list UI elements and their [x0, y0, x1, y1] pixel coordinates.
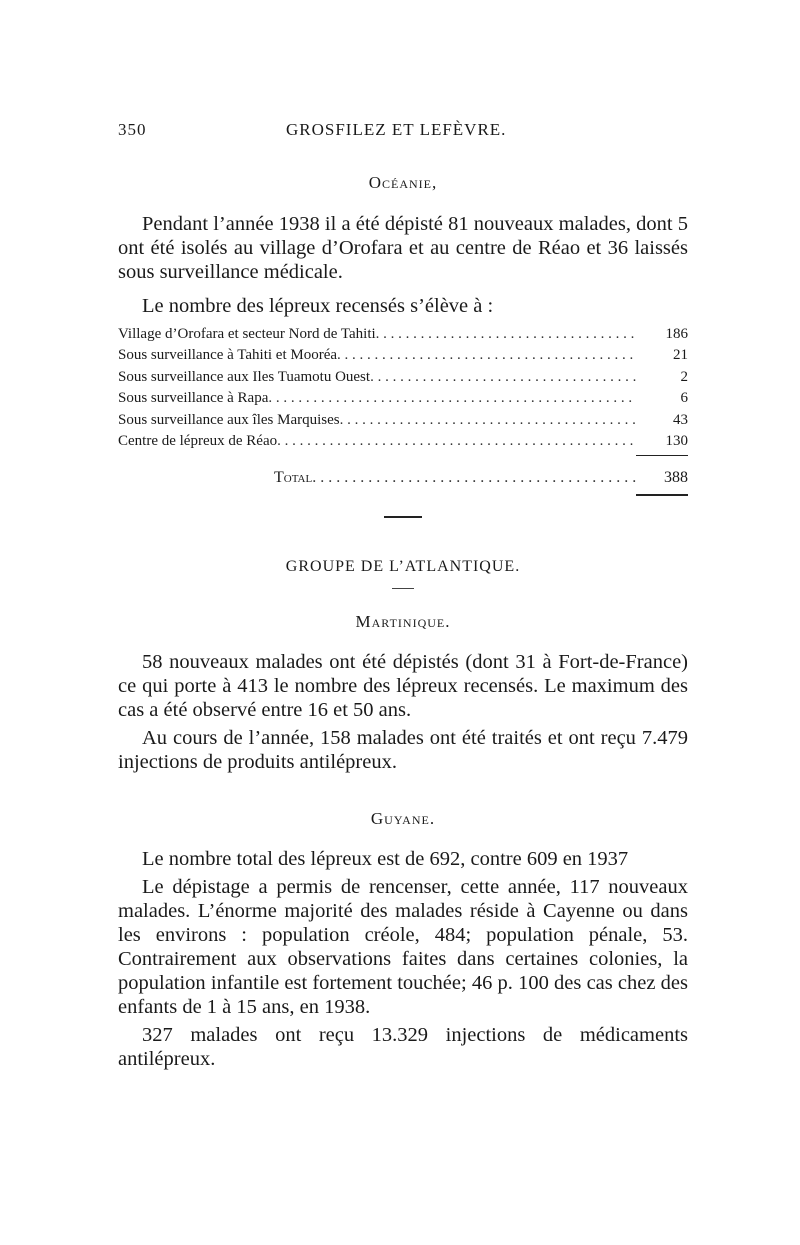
section-title-martinique: Martinique.: [355, 611, 451, 631]
section-title-guyane: Guyane.: [370, 808, 436, 828]
table-row: [118, 324, 688, 345]
running-head: [118, 112, 688, 142]
group-divider: [392, 588, 414, 589]
total-label: Total: [274, 469, 313, 487]
leprosy-census-table: [118, 324, 688, 496]
total-rule: [636, 455, 688, 456]
guyane-paragraph-3: 327 malades ont reçu 13.329 injections de médicaments antilépreux.: [118, 1023, 688, 1070]
page-number: 350: [118, 120, 147, 139]
running-title: GROSFILEZ ET LEFÈVRE.: [286, 120, 507, 139]
document-page: [118, 112, 688, 1071]
table-row: [118, 410, 688, 431]
row-label: Sous surveillance à Tahiti et Mooréa: [118, 347, 338, 364]
row-value: 2: [680, 368, 688, 385]
dot-leader: [337, 345, 636, 366]
row-value: 130: [665, 433, 688, 450]
section-divider: [384, 516, 422, 518]
row-label: Sous surveillance aux Iles Tuamotu Ouest: [118, 368, 371, 385]
dot-leader: [370, 367, 636, 388]
row-label: Centre de lépreux de Réao: [118, 433, 278, 450]
dot-leader: [268, 388, 636, 409]
row-label: Sous surveillance à Rapa: [118, 390, 269, 407]
total-row: [118, 467, 688, 488]
martinique-paragraph-1: 58 nouveaux malades ont été dépistés (dont 31 à Fort-de-France) ce qui porte à 413 le nombre des lépreux recensés. Le maximum des cas a été observé entre 16 et 50 ans.: [118, 650, 688, 721]
guyane-paragraph-2: Le dépistage a permis de rencenser, cette année, 117 nouveaux malades. L’énorme majorité des malades réside à Cayenne ou dans les environs : population créole, 484; population pénale, 53. Contrairement aux observations faites dans certaines colonies, la population infantile est fortement touchée; 46 p. 100 des cas chez des enfants de 1 à 15 ans, en 1938.: [118, 875, 688, 1018]
row-value: 21: [673, 347, 688, 364]
row-value: 186: [665, 326, 688, 342]
group-title: GROUPE DE L’ATLANTIQUE.: [285, 557, 521, 575]
total-underline: [636, 494, 688, 496]
row-value: 43: [673, 411, 688, 428]
dot-leader: [376, 324, 636, 345]
row-label: Village d’Orofara et secteur Nord de Tahiti: [118, 326, 376, 342]
table-row: [118, 345, 688, 366]
row-label: Sous surveillance aux îles Marquises: [118, 411, 340, 428]
martinique-paragraph-2: Au cours de l’année, 158 malades ont été traités et ont reçu 7.479 injections de produits antilépreux.: [118, 726, 688, 773]
guyane-paragraph-1: Le nombre total des lépreux est de 692, contre 609 en 1937: [142, 847, 629, 870]
section-title-oceanie: Océanie,: [368, 173, 438, 192]
row-value: 6: [680, 390, 688, 407]
dot-leader: [312, 467, 636, 488]
table-row: [118, 388, 688, 409]
oceanie-paragraph-1: Pendant l’année 1938 il a été dépisté 81 nouveaux malades, dont 5 ont été isolés au village d’Orofara et au centre de Réao et 36 laissés sous surveillance médicale.: [118, 213, 688, 283]
dot-leader: [277, 431, 636, 452]
table-row: [118, 431, 688, 452]
table-row: [118, 367, 688, 388]
dot-leader: [340, 410, 636, 431]
oceanie-paragraph-2: Le nombre des lépreux recensés s’élève à :: [142, 295, 494, 317]
total-value: 388: [664, 469, 688, 487]
